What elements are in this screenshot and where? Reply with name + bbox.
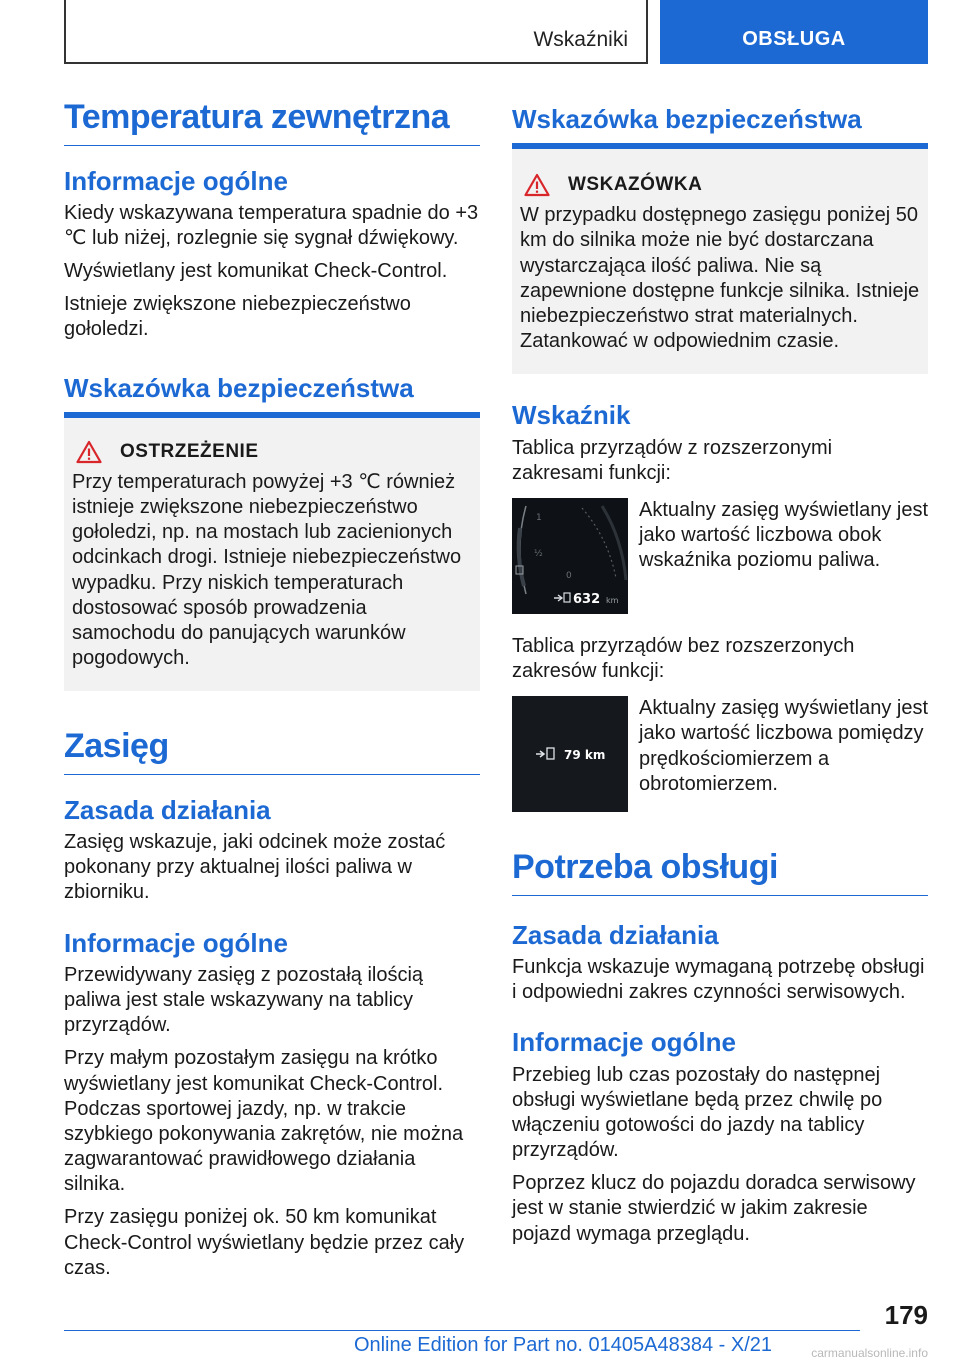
header-chapter-label: OBSŁUGA [742,28,846,50]
paragraph: Tablica przyrządów bez rozszerzonych zakresów funkcji: [512,634,855,683]
warning-title: OSTRZEŻENIE [120,440,259,462]
gauge-mark-half: ½ [534,548,543,559]
instrument-cluster-extended-image [512,498,628,614]
heading-outside-temperature: Temperatura zewnętrzna [64,96,480,146]
heading-safety-note: Wskazówka bezpieczeństwa [512,96,928,149]
range-unit: km [606,595,619,605]
warning-triangle-icon [524,173,550,197]
warning-triangle-icon [76,440,102,464]
notice-title: WSKAZÓWKA [568,174,703,196]
paragraph: Aktualny zasięg wyświetlany jest jako wartość liczbowa pomiędzy prędkościomierzem a obrotomierzem. [639,697,929,795]
heading-principle: Zasada działania [64,794,271,825]
notice-box [512,149,928,374]
paragraph: Zasięg wskazuje, jaki odcinek może zostać pokonany przy aktualnej ilości paliwa w zbiorniku. [64,831,446,904]
right-column [512,96,928,1255]
warning-header [72,440,472,464]
paragraph: Aktualny zasięg wyświetlany jest jako wartość liczbowa obok wskaźnika poziomu paliwa. [639,498,929,572]
paragraph: Istnieje zwiększone niebezpieczeństwo gołoledzi. [64,293,411,341]
gauge-mark-full: 1 [536,512,542,523]
figure-row-basic [512,696,928,812]
heading-principle: Zasada działania [512,919,719,950]
gauge-mark-empty: 0 [566,570,572,581]
notice-text: W przypadku dostępnego zasięgu poniżej 50 km do silnika może nie być dostarczana wystarczająca ilość paliwa. Nie są zapewnione dostępne funkcje silnika. Istnieje niebezpieczeństwo strat materialnych. Zatankować w odpowiednim czasie. [520,204,920,353]
heading-general-info: Informacje ogólne [64,927,288,958]
heading-range: Zasięg [64,725,480,775]
paragraph: Kiedy wskazywana temperatura spadnie do +3 ℃ lub niżej, rozlegnie się sygnał dźwiękowy. [64,201,479,249]
figure-row-extended [512,498,928,614]
instrument-cluster-basic-image [512,696,628,812]
paragraph: Funkcja wskazuje wymaganą potrzebę obsługi i odpowiedni zakres czynności serwisowych. [512,955,925,1004]
paragraph: Przy zasięgu poniżej ok. 50 km komunikat Check-Control wyświetlany będzie przez cały czas. [64,1206,465,1279]
header-section-title: Wskaźniki [533,28,628,51]
paragraph: Tablica przyrządów z rozszerzonymi zakresami funkcji: [512,436,833,484]
figure-caption [639,696,928,812]
page-number: 179 [884,1300,928,1330]
range-readout: 79 km [564,748,606,763]
warning-box [64,418,480,692]
notice-header [520,173,920,197]
left-column [64,96,480,1289]
heading-general-info: Informacje ogólne [512,1027,736,1058]
paragraph: Wyświetlany jest komunikat Check-Control. [64,260,448,283]
heading-service-requirement: Potrzeba obsługi [512,846,928,896]
paragraph: Poprzez klucz do pojazdu doradca serwisowy jest w stanie stwierdzić w jakim zakresie pojazd wymaga przeglądu. [512,1172,916,1245]
paragraph: Przebieg lub czas pozostały do następnej obsługi wyświetlane będą przez chwilę po włączeniu gotowości do jazdy na tablicy przyrządów. [512,1063,883,1162]
paragraph: Przy małym pozostałym zasięgu na krótko wyświetlany jest komunikat Check-Control. Podczas sportowej jazdy, np. w trakcie szybkiego pokonywania zakrętów, nie można zagwarantować prawidłowego działania silnika. [64,1047,464,1196]
heading-general-info: Informacje ogólne [64,165,288,196]
paragraph: Przewidywany zasięg z pozostałą ilością paliwa jest stale wskazywany na tablicy przyrządów. [64,963,424,1037]
footer-edition [64,1334,860,1357]
footer-watermark: carmanualsonline.info [811,1346,928,1360]
figure-caption [639,498,928,614]
range-value: 632 [573,591,601,607]
heading-indicator: Wskaźnik [512,400,631,431]
footer-edition-text: Online Edition for Part no. 01405A48384 - X/21 [353,1334,772,1356]
warning-text: Przy temperaturach powyżej +3 ℃ również istnieje zwiększone niebezpieczeństwo gołoledzi, np. na mostach lub zacienionych odcinkach drogi. Istnieje niebezpieczeństwo wypadku. Przy niskich temperaturach dostosować sposób prowadzenia samochodu do panujących warunków pogodowych. [72,470,462,670]
heading-safety-note: Wskazówka bezpieczeństwa [64,373,480,418]
page-header [64,0,928,64]
footer-divider [64,1330,860,1331]
